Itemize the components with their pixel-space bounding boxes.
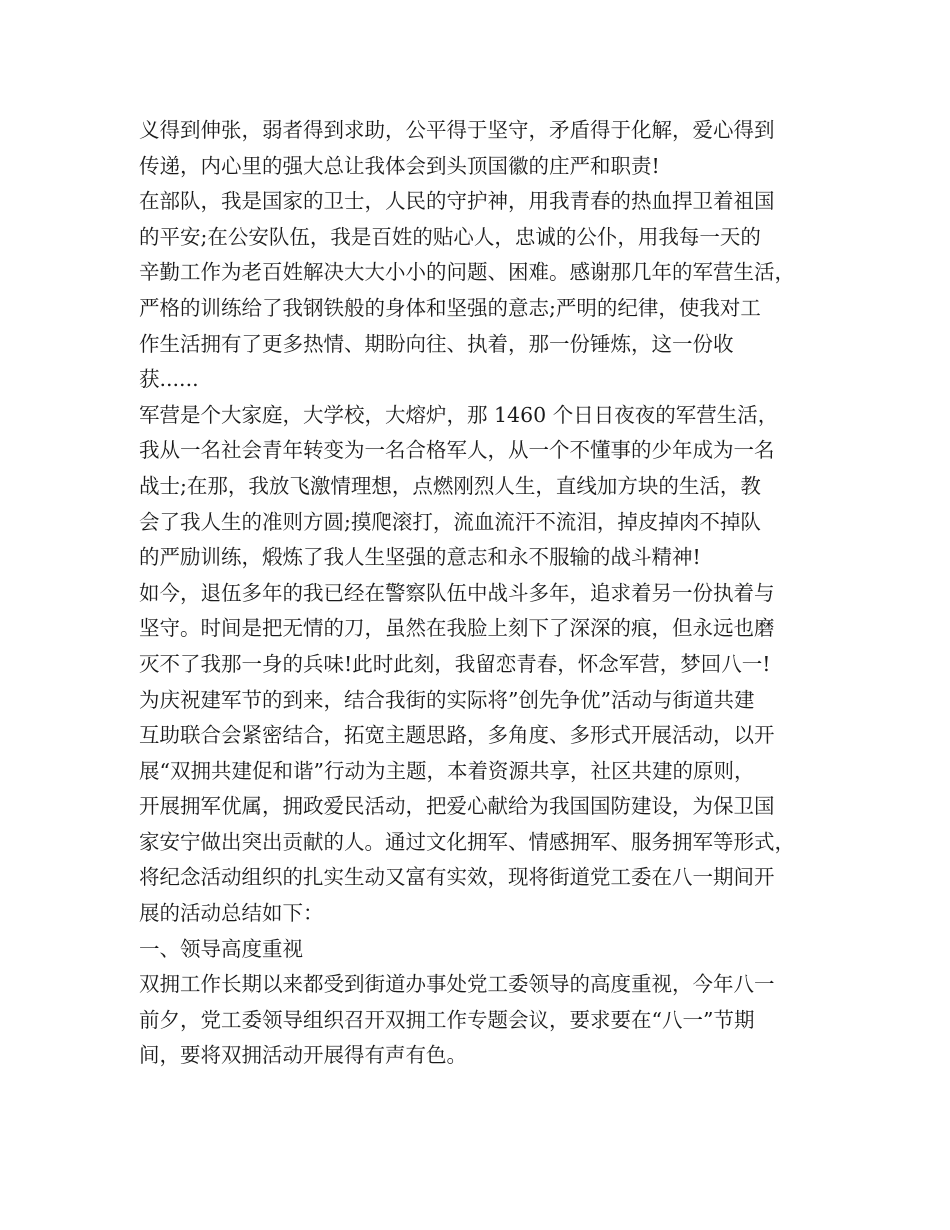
text-line: 展“双拥共建促和谐”行动为主题，本着资源共享，社区共建的原则，	[139, 758, 755, 783]
text-line: 间，要将双拥活动开展得有声有色。	[139, 1043, 467, 1068]
text-line: 坚守。时间是把无情的刀，虽然在我脸上刻下了深深的痕，但永远也磨	[139, 616, 775, 641]
text-line: 义得到伸张，弱者得到求助，公平得于坚守，矛盾得于化解，爱心得到	[139, 118, 775, 142]
text-line: 的严励训练，煅炼了我人生坚强的意志和永不服输的战斗精神!	[139, 545, 701, 570]
text-line: 开展拥军优属，拥政爱民活动，把爱心献给为我国国防建设，为保卫国	[139, 794, 775, 819]
text-line: 传递，内心里的强大总让我体会到头顶国徽的庄严和职责!	[139, 153, 660, 178]
text-line: 的平安;在公安队伍，我是百姓的贴心人，忠诚的公仆，用我每一天的	[139, 224, 761, 249]
text-line: 展的活动总结如下：	[139, 901, 324, 926]
text-line: 互助联合会紧密结合，拓宽主题思路，多角度、多形式开展活动，以开	[139, 723, 775, 748]
text-line: 获......	[139, 367, 199, 392]
text-line: 军营是个大家庭，大学校，大熔炉，那 1460 个日日夜夜的军营生活，	[139, 402, 779, 427]
text-line: 我从一名社会青年转变为一名合格军人，从一个不懂事的少年成为一名	[139, 438, 775, 463]
section-heading: 一、领导高度重视	[139, 936, 303, 961]
text-line: 将纪念活动组织的扎实生动又富有实效，现将街道党工委在八一期间开	[139, 865, 775, 890]
text-line: 灭不了我那一身的兵味!此时此刻，我留恋青春，怀念军营，梦回八一!	[139, 651, 771, 676]
text-line: 会了我人生的准则方圆;摸爬滚打，流血流汗不流泪，掉皮掉肉不掉队	[139, 509, 761, 534]
text-line: 前夕，党工委领导组织召开双拥工作专题会议，要求要在“八一”节期	[139, 1007, 755, 1032]
text-line: 为庆祝建军节的到来，结合我街的实际将”创先争优”活动与街道共建	[139, 687, 755, 712]
text-line: 作生活拥有了更多热情、期盼向往、执着，那一份锤炼，这一份收	[139, 331, 734, 356]
text-line: 家安宁做出突出贡献的人。通过文化拥军、情感拥军、服务拥军等形式，	[139, 829, 795, 854]
text-line: 如今，退伍多年的我已经在警察队伍中战斗多年，追求着另一份执着与	[139, 580, 775, 605]
document-body	[139, 113, 819, 1074]
text-line: 战士;在那，我放飞激情理想，点燃刚烈人生，直线加方块的生活，教	[139, 473, 761, 498]
text-line: 双拥工作长期以来都受到街道办事处党工委领导的高度重视，今年八一	[139, 972, 775, 997]
text-line: 辛勤工作为老百姓解决大大小小的问题、困难。感谢那几年的军营生活，	[139, 260, 795, 285]
text-line: 在部队，我是国家的卫士，人民的守护神，用我青春的热血捍卫着祖国	[139, 189, 775, 214]
text-line: 严格的训练给了我钢铁般的身体和坚强的意志;严明的纪律，使我对工	[139, 295, 761, 320]
